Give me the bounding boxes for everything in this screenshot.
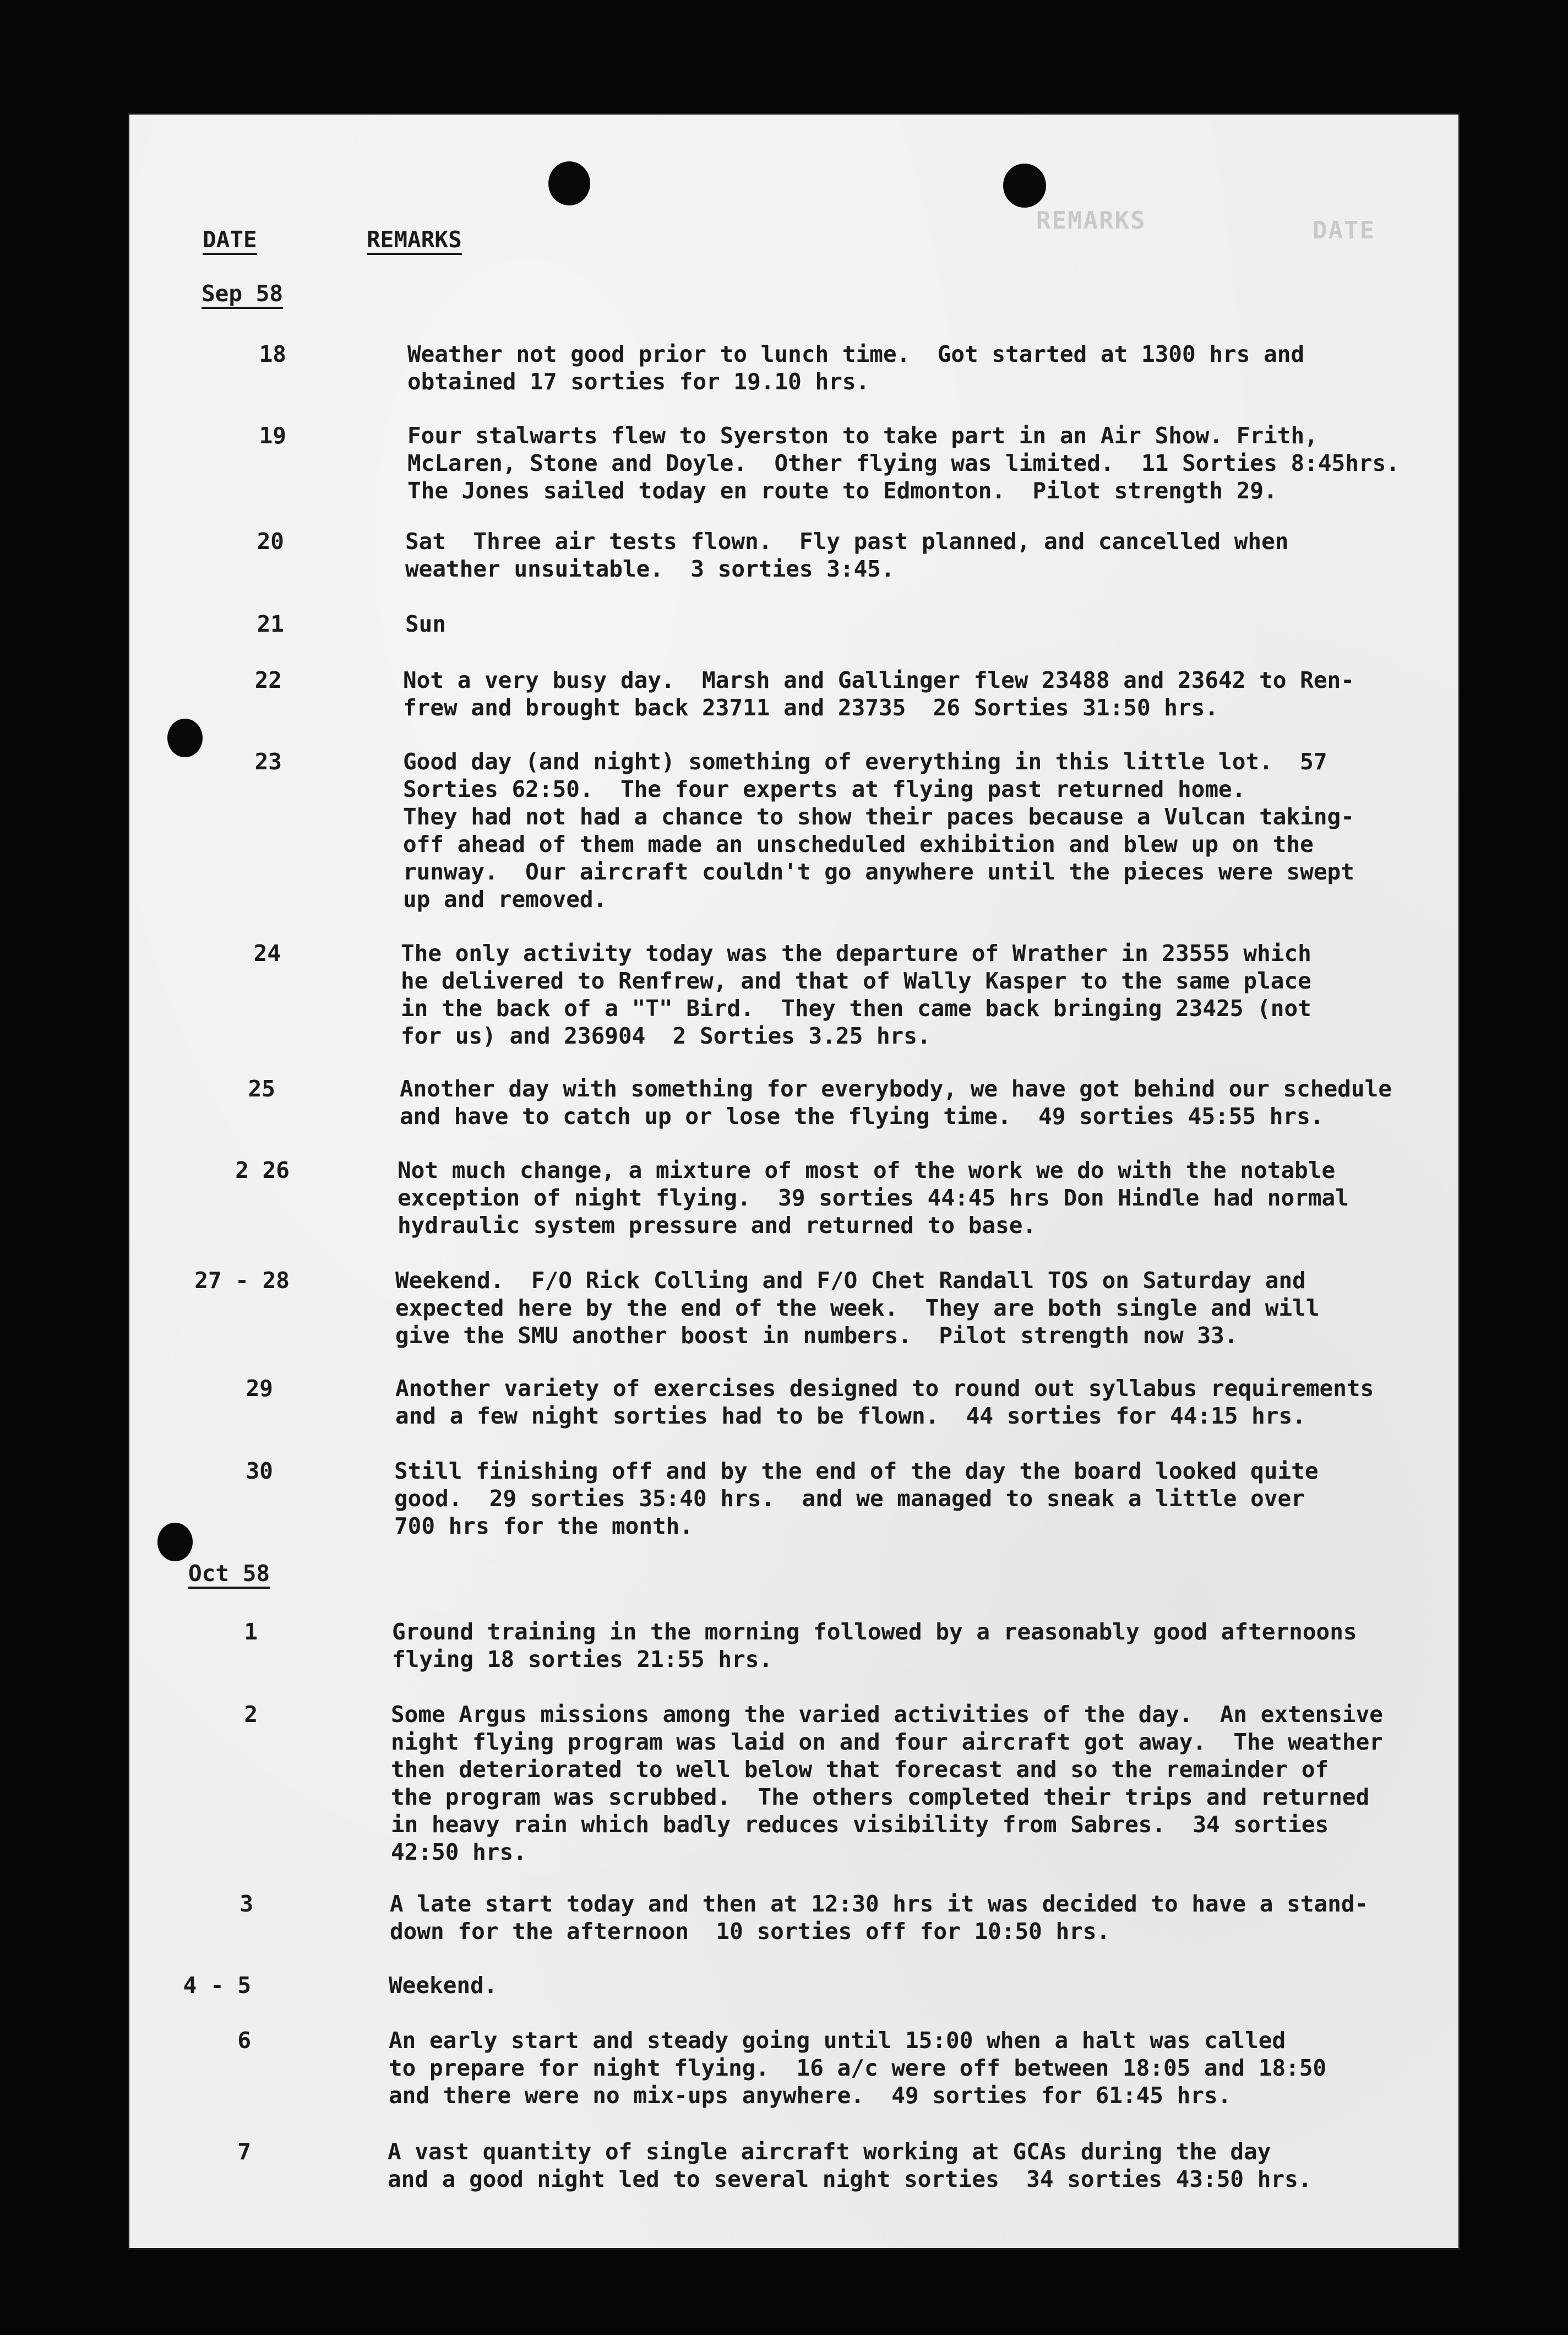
- entry-remarks: [394, 1457, 1319, 1540]
- entry-date: 25: [248, 1076, 275, 1102]
- month-heading: Oct 58: [188, 1560, 270, 1587]
- entry-date: 7: [237, 2138, 251, 2165]
- remarks-line: Still finishing off and by the end of the day the board looked quite: [394, 1458, 1319, 1484]
- remarks-line: Good day (and night) something of everything in this little lot. 57: [403, 748, 1327, 775]
- remarks-line: Another variety of exercises designed to round out syllabus requirements: [395, 1375, 1374, 1402]
- entry-remarks: [390, 1890, 1368, 1945]
- entry-remarks: [407, 340, 1304, 395]
- remarks-line: A vast quantity of single aircraft working at GCAs during the day: [388, 2138, 1271, 2165]
- entry-date: 3: [239, 1891, 253, 1917]
- remarks-line: and a good night led to several night sorties 34 sorties 43:50 hrs.: [388, 2166, 1312, 2192]
- remarks-line: Sun: [405, 611, 447, 637]
- remarks-line: 42:50 hrs.: [391, 1839, 527, 1865]
- remarks-line: A late start today and then at 12:30 hrs it was decided to have a stand-: [390, 1891, 1369, 1917]
- entry-date: 4 - 5: [183, 1972, 251, 1999]
- remarks-line: runway. Our aircraft couldn't go anywhere until the pieces were swept: [403, 859, 1354, 885]
- entry-date: 6: [237, 2027, 251, 2054]
- punch-hole: [548, 161, 590, 205]
- bleed-through-remarks: REMARKS: [1036, 207, 1146, 235]
- remarks-line: Sorties 62:50. The four experts at flying past returned home.: [403, 776, 1246, 802]
- remarks-line: Not much change, a mixture of most of the work we do with the notable: [398, 1157, 1336, 1183]
- month-heading: Sep 58: [202, 280, 284, 307]
- remarks-line: and a few night sorties had to be flown. 44 sorties for 44:15 hrs.: [395, 1403, 1306, 1429]
- remarks-line: The only activity today was the departure of Wrather in 23555 which: [401, 940, 1311, 966]
- remarks-line: Some Argus missions among the varied activities of the day. An extensive: [391, 1701, 1383, 1728]
- entry-remarks: [407, 422, 1400, 504]
- entry-remarks: [389, 2027, 1326, 2109]
- remarks-line: Four stalwarts flew to Syerston to take part in an Air Show. Frith,: [407, 422, 1318, 449]
- remarks-line: off ahead of them made an unscheduled exhibition and blew up on the: [403, 831, 1314, 857]
- entry-remarks: [403, 748, 1354, 913]
- entry-remarks: [391, 1701, 1383, 1866]
- remarks-line: the program was scrubbed. The others completed their trips and returned: [391, 1784, 1370, 1810]
- entry-date: 29: [246, 1375, 273, 1402]
- entry-date: 22: [254, 667, 282, 693]
- entry-date: 19: [259, 422, 286, 449]
- entry-remarks: [395, 1375, 1374, 1430]
- entry-date: 23: [254, 748, 282, 775]
- remarks-line: Ground training in the morning followed by a reasonably good afternoons: [392, 1619, 1357, 1645]
- entry-remarks: [401, 940, 1311, 1050]
- remarks-line: exception of night flying. 39 sorties 44:45 hrs Don Hindle had normal: [398, 1185, 1349, 1211]
- remarks-line: Weekend.: [389, 1972, 498, 1999]
- remarks-line: Sat Three air tests flown. Fly past planned, and cancelled when: [405, 528, 1289, 555]
- entry-remarks: [400, 1075, 1392, 1130]
- entry-remarks: [398, 1156, 1349, 1239]
- punch-hole: [157, 1523, 193, 1561]
- remarks-line: he delivered to Renfrew, and that of Wally Kasper to the same place: [401, 968, 1311, 994]
- remarks-line: frew and brought back 23711 and 23735 26 Sorties 31:50 hrs.: [403, 694, 1219, 721]
- entry-date: 24: [253, 940, 281, 966]
- bleed-through-date: DATE: [1313, 216, 1375, 245]
- entry-remarks: [388, 2138, 1312, 2193]
- entry-date: 2 26: [235, 1157, 290, 1183]
- entry-date: 1: [244, 1619, 258, 1645]
- remarks-line: and have to catch up or lose the flying time. 49 sorties 45:55 hrs.: [400, 1103, 1324, 1130]
- remarks-column-header: REMARKS: [367, 226, 462, 253]
- entry-remarks: [389, 1972, 497, 1999]
- entry-remarks: [403, 666, 1354, 721]
- remarks-line: flying 18 sorties 21:55 hrs.: [392, 1646, 773, 1672]
- entry-remarks: [405, 610, 446, 638]
- remarks-line: Weather not good prior to lunch time. Got started at 1300 hrs and: [407, 341, 1305, 367]
- remarks-line: up and removed.: [403, 886, 607, 913]
- entry-date: 2: [244, 1701, 258, 1728]
- remarks-line: obtained 17 sorties for 19.10 hrs.: [407, 368, 870, 395]
- remarks-line: An early start and steady going until 15:00 when a halt was called: [389, 2027, 1286, 2054]
- entry-date: 20: [257, 528, 284, 555]
- remarks-line: good. 29 sorties 35:40 hrs. and we managed to sneak a little over: [394, 1485, 1305, 1512]
- entry-remarks: [405, 528, 1288, 583]
- remarks-line: in heavy rain which badly reduces visibility from Sabres. 34 sorties: [391, 1811, 1329, 1838]
- entry-date: 27 - 28: [194, 1267, 290, 1294]
- entry-remarks: [392, 1618, 1357, 1673]
- remarks-line: Another day with something for everybody, we have got behind our schedule: [400, 1076, 1392, 1102]
- remarks-line: weather unsuitable. 3 sorties 3:45.: [405, 556, 895, 582]
- remarks-line: They had not had a chance to show their paces because a Vulcan taking-: [403, 803, 1354, 830]
- remarks-line: down for the afternoon 10 sorties off for 10:50 hrs.: [390, 1918, 1110, 1945]
- entry-date: 30: [246, 1458, 273, 1484]
- entry-date: 21: [257, 611, 284, 637]
- entry-remarks: [395, 1267, 1320, 1349]
- remarks-line: expected here by the end of the week. They are both single and will: [395, 1295, 1320, 1321]
- remarks-line: give the SMU another boost in numbers. Pilot strength now 33.: [395, 1322, 1238, 1349]
- remarks-line: night flying program was laid on and four aircraft got away. The weather: [391, 1729, 1383, 1755]
- remarks-line: hydraulic system pressure and returned to base.: [398, 1212, 1037, 1239]
- remarks-line: then deteriorated to well below that forecast and so the remainder of: [391, 1756, 1329, 1783]
- remarks-line: and there were no mix-ups anywhere. 49 sorties for 61:45 hrs.: [389, 2082, 1232, 2109]
- remarks-line: Not a very busy day. Marsh and Gallinger flew 23488 and 23642 to Ren-: [403, 667, 1354, 693]
- remarks-line: The Jones sailed today en route to Edmonton. Pilot strength 29.: [407, 477, 1277, 504]
- date-column-header: DATE: [203, 226, 257, 253]
- remarks-line: in the back of a "T" Bird. They then came back bringing 23425 (not: [401, 995, 1311, 1022]
- remarks-line: Weekend. F/O Rick Colling and F/O Chet Randall TOS on Saturday and: [395, 1267, 1306, 1294]
- remarks-line: for us) and 236904 2 Sorties 3.25 hrs.: [401, 1023, 931, 1049]
- remarks-line: to prepare for night flying. 16 a/c were off between 18:05 and 18:50: [389, 2055, 1327, 2081]
- punch-hole: [1003, 164, 1046, 208]
- remarks-line: 700 hrs for the month.: [394, 1513, 694, 1539]
- entry-date: 18: [259, 341, 286, 367]
- remarks-line: McLaren, Stone and Doyle. Other flying was limited. 11 Sorties 8:45hrs.: [407, 450, 1400, 476]
